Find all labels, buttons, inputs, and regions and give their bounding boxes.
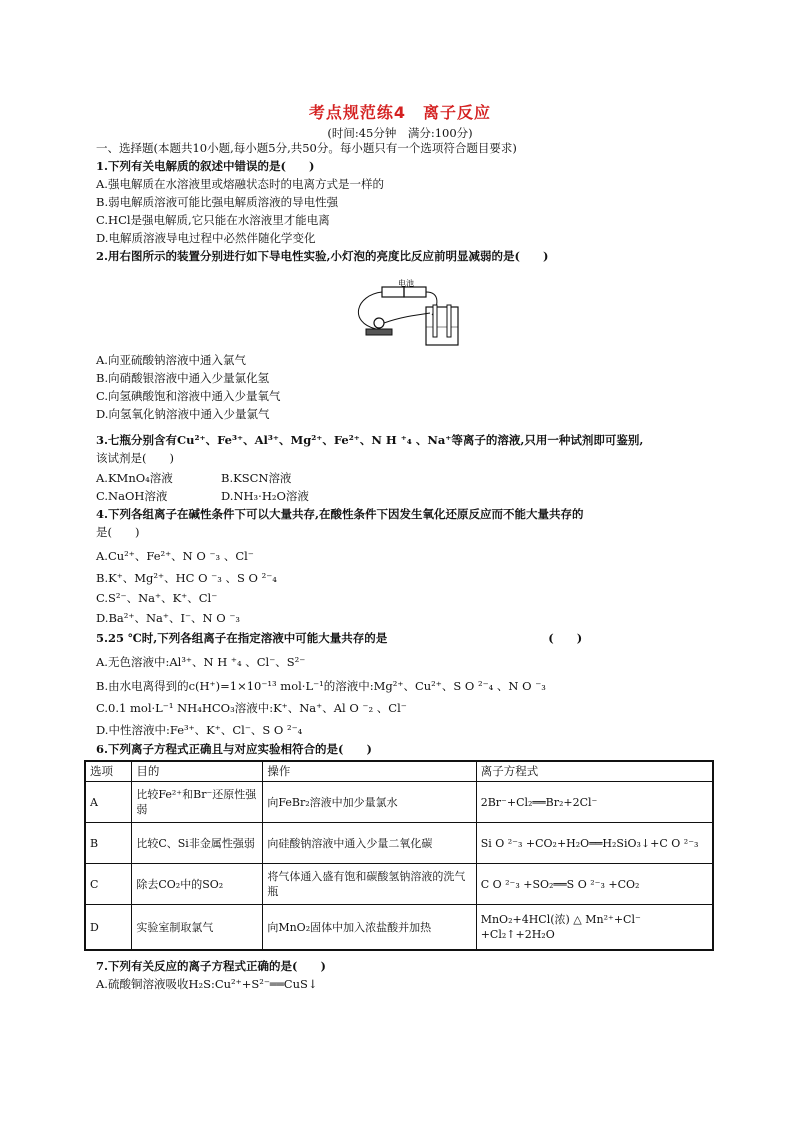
cell-option: A <box>85 782 132 823</box>
header-equation: 离子方程式 <box>476 761 713 782</box>
cell-purpose: 比较Fe²⁺和Br⁻还原性强弱 <box>132 782 263 823</box>
battery-cell-icon <box>404 287 426 297</box>
beaker-icon <box>426 307 458 345</box>
cell-purpose: 实验室制取氯气 <box>132 905 263 951</box>
table-header-row <box>85 761 713 782</box>
q3-options-row-1 <box>96 470 476 486</box>
cell-equation: MnO₂+4HCl(浓) △ Mn²⁺+Cl⁻ +Cl₂↑+2H₂O <box>476 905 713 951</box>
battery-cell-icon <box>382 287 404 297</box>
q2-option-d: D.向氢氧化钠溶液中通入少量氯气 <box>96 407 270 421</box>
page-subtitle: (时间:45分钟 满分:100分) <box>327 126 473 140</box>
q5-option-a: A.无色溶液中:Al³⁺、N H ⁺₄ 、Cl⁻、S²⁻ <box>96 655 306 669</box>
table-row <box>85 905 713 951</box>
question-6-stem: 6.下列离子方程式正确且与对应实验相符合的是( ) <box>96 742 372 756</box>
q1-option-d: D.电解质溶液导电过程中必然伴随化学变化 <box>96 231 316 245</box>
conductivity-apparatus-figure <box>346 277 464 347</box>
header-operation: 操作 <box>263 761 476 782</box>
question-5-stem: 5.25 ℃时,下列各组离子在指定溶液中可能大量共存的是 ( ) <box>96 631 583 645</box>
section-instructions: 一、选择题(本题共10小题,每小题5分,共50分。每小题只有一个选项符合题目要求) <box>96 141 517 155</box>
q2-option-a: A.向亚硫酸钠溶液中通入氯气 <box>96 353 246 367</box>
cell-purpose: 比较C、Si非金属性强弱 <box>132 823 263 864</box>
q7-option-a: A.硫酸铜溶液吸收H₂S:Cu²⁺+S²⁻══CuS↓ <box>96 977 318 991</box>
cell-operation: 向MnO₂固体中加入浓盐酸并加热 <box>263 905 476 951</box>
header-purpose: 目的 <box>132 761 263 782</box>
question-3-stem-cont: 该试剂是( ) <box>96 451 174 465</box>
q4-option-c: C.S²⁻、Na⁺、K⁺、Cl⁻ <box>96 591 218 605</box>
q3-options-row-2 <box>96 488 476 504</box>
wire-to-electrode <box>384 313 430 323</box>
q2-option-c: C.向氢碘酸饱和溶液中通入少量氧气 <box>96 389 281 403</box>
q5-option-b: B.由水电离得到的c(H⁺)=1×10⁻¹³ mol·L⁻¹的溶液中:Mg²⁺、Cu²⁺、S O ²⁻₄ 、N O ⁻₃ <box>96 679 546 693</box>
page-title: 考点规范练4 离子反应 <box>308 103 492 122</box>
question-1-stem: 1.下列有关电解质的叙述中错误的是( ) <box>96 159 315 173</box>
cell-operation: 向硅酸钠溶液中通入少量二氧化碳 <box>263 823 476 864</box>
cell-operation: 向FeBr₂溶液中加少量氯水 <box>263 782 476 823</box>
q5-option-d: D.中性溶液中:Fe³⁺、K⁺、Cl⁻、S O ²⁻₄ <box>96 723 303 737</box>
q5-option-c: C.0.1 mol·L⁻¹ NH₄HCO₃溶液中:K⁺、Na⁺、Al O ⁻₂ 、Cl⁻ <box>96 701 407 715</box>
table-row <box>85 782 713 823</box>
cell-equation: C O ²⁻₃ +SO₂══S O ²⁻₃ +CO₂ <box>476 864 713 905</box>
q1-option-c: C.HCl是强电解质,它只能在水溶液里才能电离 <box>96 213 330 227</box>
q4-option-a: A.Cu²⁺、Fe²⁺、N O ⁻₃ 、Cl⁻ <box>96 549 254 563</box>
battery-label: 电池 <box>398 279 414 288</box>
q3-option-c: C.NaOH溶液 <box>96 489 168 503</box>
q1-option-a: A.强电解质在水溶液里或熔融状态时的电离方式是一样的 <box>96 177 384 191</box>
question-4-stem: 4.下列各组离子在碱性条件下可以大量共存,在酸性条件下因发生氧化还原反应而不能大量共存的 <box>96 507 584 521</box>
cell-equation: Si O ²⁻₃ +CO₂+H₂O══H₂SiO₃↓+C O ²⁻₃ <box>476 823 713 864</box>
cell-option: B <box>85 823 132 864</box>
question-3-stem: 3.七瓶分别含有Cu²⁺、Fe³⁺、Al³⁺、Mg²⁺、Fe²⁺、N H ⁺₄ 、Na⁺等离子的溶液,只用一种试剂即可鉴别, <box>96 433 644 447</box>
experiment-table <box>84 760 714 951</box>
light-bulb-icon <box>374 318 384 328</box>
cell-purpose: 除去CO₂中的SO₂ <box>132 864 263 905</box>
q2-option-b: B.向硝酸银溶液中通入少量氯化氢 <box>96 371 270 385</box>
q4-option-b: B.K⁺、Mg²⁺、HC O ⁻₃ 、S O ²⁻₄ <box>96 571 277 585</box>
q3-option-b: B.KSCN溶液 <box>221 471 292 485</box>
q4-option-d: D.Ba²⁺、Na⁺、I⁻、N O ⁻₃ <box>96 611 241 625</box>
cell-option: C <box>85 864 132 905</box>
table-row <box>85 864 713 905</box>
q3-option-a: A.KMnO₄溶液 <box>96 471 173 485</box>
q1-option-b: B.弱电解质溶液可能比强电解质溶液的导电性强 <box>96 195 339 209</box>
cell-option: D <box>85 905 132 951</box>
q3-option-d: D.NH₃·H₂O溶液 <box>221 489 309 503</box>
question-7-stem: 7.下列有关反应的离子方程式正确的是( ) <box>96 959 326 973</box>
header-option: 选项 <box>85 761 132 782</box>
question-4-stem-cont: 是( ) <box>96 525 140 539</box>
table-row <box>85 823 713 864</box>
cell-equation: 2Br⁻+Cl₂══Br₂+2Cl⁻ <box>476 782 713 823</box>
question-2-stem: 2.用右图所示的装置分别进行如下导电性实验,小灯泡的亮度比反应前明显减弱的是( ) <box>96 249 549 263</box>
cell-operation: 将气体通入盛有饱和碳酸氢钠溶液的洗气瓶 <box>263 864 476 905</box>
electrode-icon <box>447 305 451 337</box>
bulb-base-icon <box>366 329 392 335</box>
electrode-icon <box>433 305 437 337</box>
